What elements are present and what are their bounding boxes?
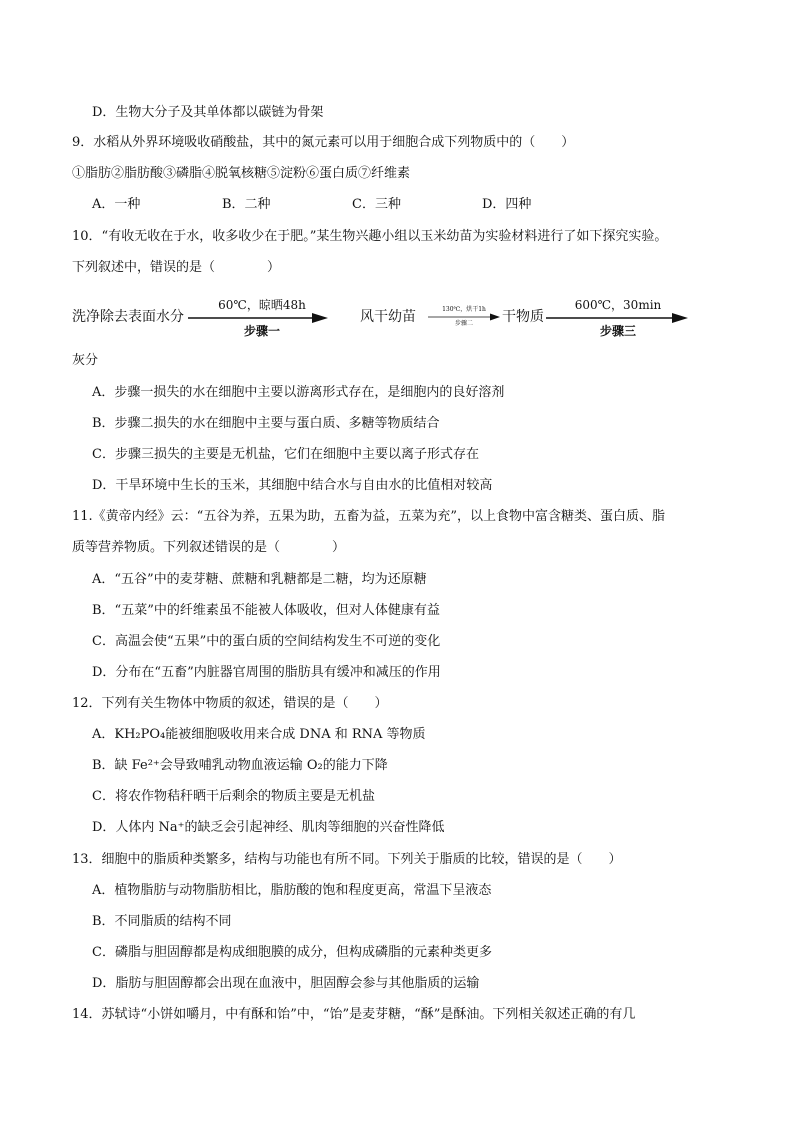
q12-option-a: A．KH₂PO₄能被细胞吸收用来合成 DNA 和 RNA 等物质 (92, 727, 426, 742)
flow-end: 灰分 (72, 353, 99, 368)
q10-option-b: B．步骤二损失的水在细胞中主要与蛋白质、多糖等物质结合 (92, 416, 440, 431)
flow-step-2: 步骤二 (454, 320, 473, 327)
q10-flow-diagram (72, 300, 712, 340)
q11-option-c: C．高温会使“五果”中的蛋白质的空间结构发生不可逆的变化 (92, 634, 441, 649)
q13-option-a: A．植物脂肪与动物脂肪相比，脂肪酸的饱和程度更高，常温下呈液态 (92, 883, 492, 898)
q10-stem-line2: 下列叙述中，错误的是（ ） (72, 260, 281, 275)
q9-options (92, 196, 612, 214)
q13-stem: 13．细胞中的脂质种类繁多，结构与功能也有所不同。下列关于脂质的比较，错误的是（ ） (72, 852, 622, 867)
q9-option-a: A．一种 (92, 197, 141, 212)
q11-option-b: B．“五菜”中的纤维素虽不能被人体吸收，但对人体健康有益 (92, 603, 440, 618)
q11-option-d: D．分布在“五畜”内脏器官周围的脂肪具有缓冲和减压的作用 (92, 665, 441, 680)
flow-condition-3: 600℃，30min (574, 298, 662, 312)
q10-stem-line1: 10．“有收无收在于水，收多收少在于肥。”某生物兴趣小组以玉米幼苗为实验材料进行了如下探究实验。 (72, 229, 668, 244)
flow-step-1: 步骤一 (243, 324, 280, 338)
q10-option-c: C．步骤三损失的主要是无机盐，它们在细胞中主要以离子形式存在 (92, 447, 479, 462)
q9-option-b: B．二种 (222, 197, 271, 212)
q13-option-b: B．不同脂质的结构不同 (92, 914, 232, 929)
flow-mid-1: 风干幼苗 (360, 309, 416, 325)
q9-option-d: D．四种 (482, 197, 532, 212)
q9-list: ①脂肪②脂肪酸③磷脂④脱氧核糖⑤淀粉⑥蛋白质⑦纤维素 (72, 166, 411, 181)
flow-mid-2: 干物质 (502, 309, 544, 325)
q8-option-d: D．生物大分子及其单体都以碳链为骨架 (92, 105, 324, 120)
flow-start: 洗净除去表面水分 (72, 309, 184, 325)
q14-stem: 14．苏轼诗“小饼如嚼月，中有酥和饴”中，“饴”是麦芽糖，“酥”是酥油。下列相关叙述正确的有几 (72, 1007, 636, 1022)
q13-option-d: D．脂肪与胆固醇都会出现在血液中，胆固醇会参与其他脂质的运输 (92, 976, 480, 991)
q10-option-a: A．步骤一损失的水在细胞中主要以游离形式存在，是细胞内的良好溶剂 (92, 385, 505, 400)
q12-option-d: D．人体内 Na⁺的缺乏会引起神经、肌肉等细胞的兴奋性降低 (92, 820, 445, 835)
q13-option-c: C．磷脂与胆固醇都是构成细胞膜的成分，但构成磷脂的元素种类更多 (92, 945, 492, 960)
q11-stem-line2: 质等营养物质。下列叙述错误的是（ ） (72, 540, 346, 555)
q12-option-b: B．缺 Fe²⁺会导致哺乳动物血液运输 O₂的能力下降 (92, 758, 388, 773)
flow-condition-2: 130℃，烘干1h (442, 306, 486, 313)
q9-option-c: C．三种 (352, 197, 401, 212)
q12-option-c: C．将农作物秸秆晒干后剩余的物质主要是无机盐 (92, 789, 375, 804)
q12-stem: 12．下列有关生物体中物质的叙述，错误的是（ ） (72, 696, 388, 711)
q11-option-a: A．“五谷”中的麦芽糖、蔗糖和乳糖都是二糖，均为还原糖 (92, 572, 427, 587)
flow-step-3: 步骤三 (599, 324, 636, 338)
q9-stem: 9．水稻从外界环境吸收硝酸盐，其中的氮元素可以用于细胞合成下列物质中的（ ） (72, 135, 575, 150)
flow-condition-1: 60℃，晾晒48h (218, 298, 306, 312)
q11-stem-line1: 11.《黄帝内经》云：“五谷为养，五果为助，五畜为益，五菜为充”，以上食物中富含糖类、蛋白质、脂 (72, 509, 665, 524)
q10-option-d: D．干旱环境中生长的玉米，其细胞中结合水与自由水的比值相对较高 (92, 478, 493, 493)
